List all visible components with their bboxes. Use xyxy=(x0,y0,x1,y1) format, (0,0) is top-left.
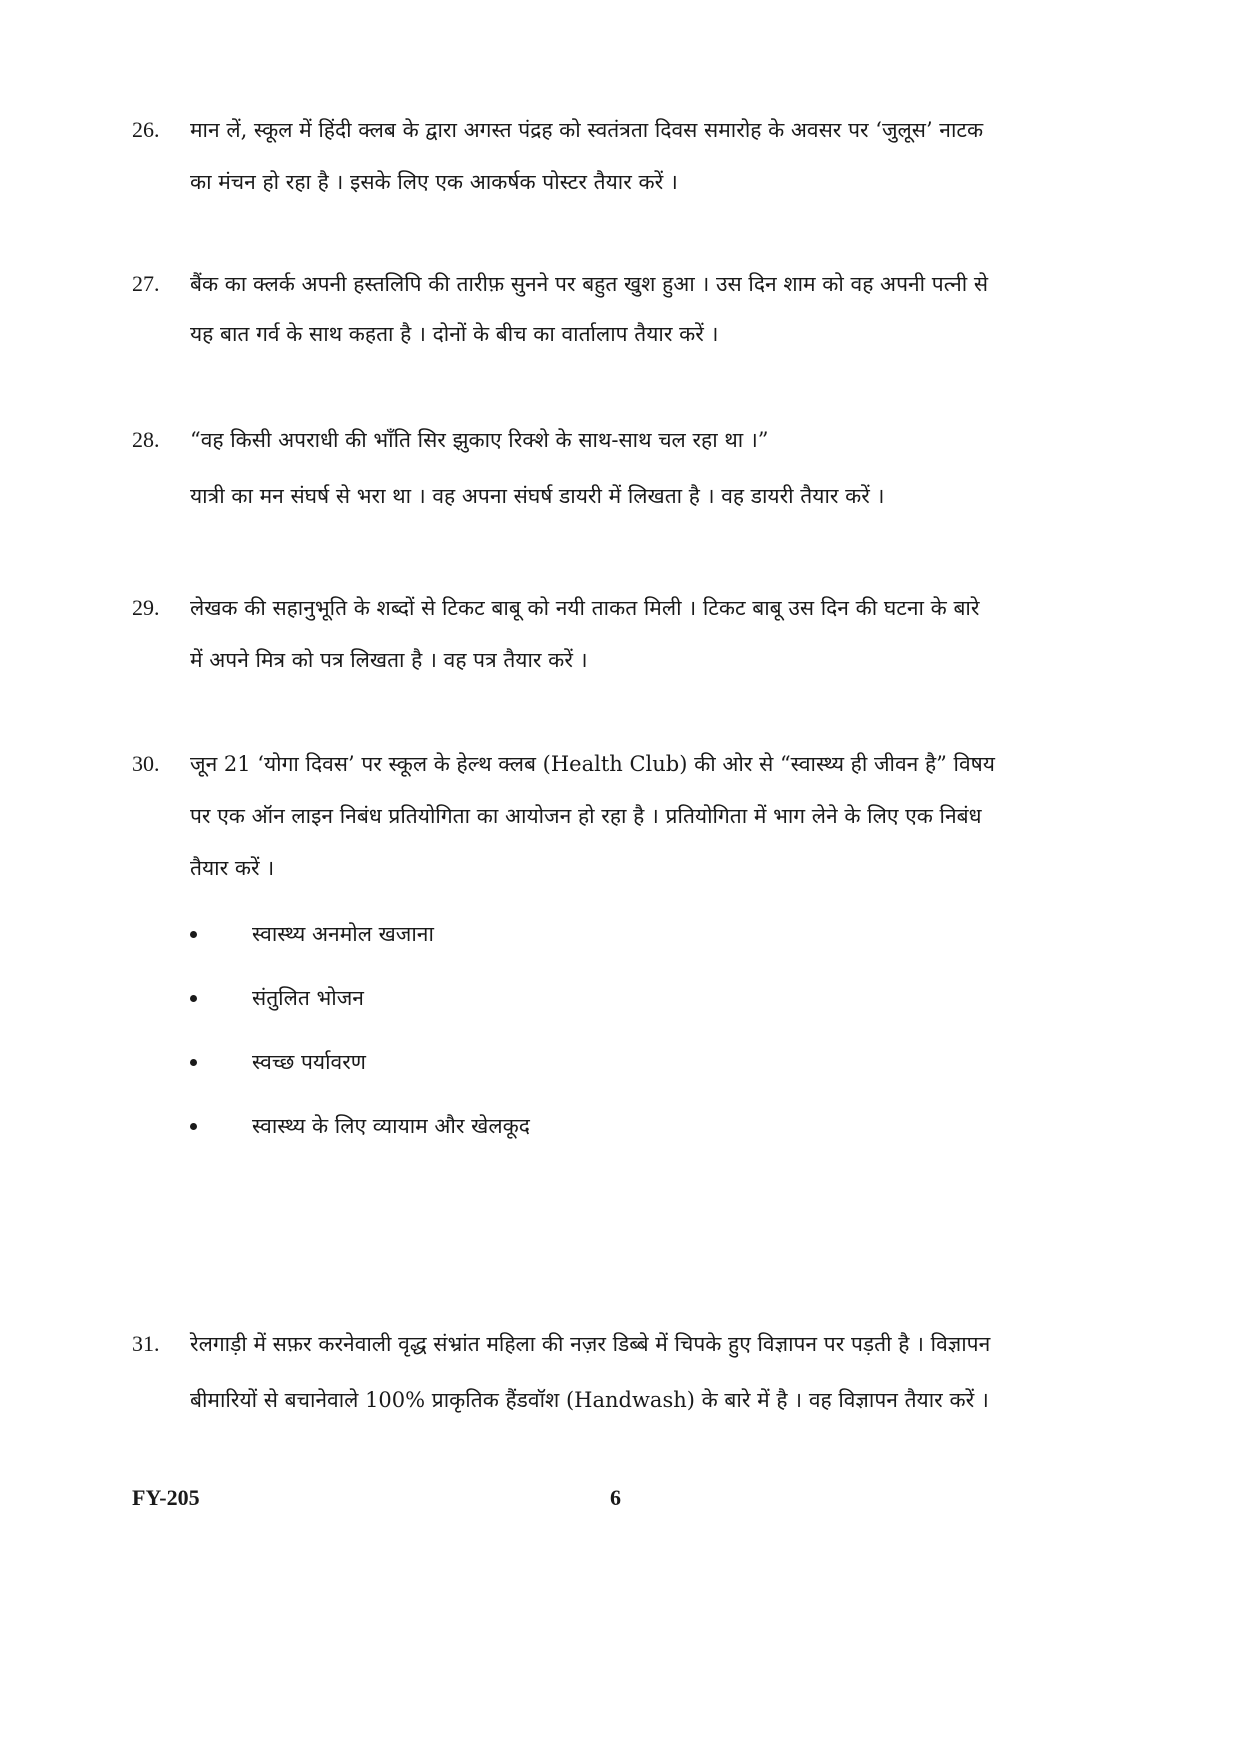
bullet-point xyxy=(190,1108,890,1144)
question-text-line: रेलगाड़ी में सफ़र करनेवाली वृद्ध संभ्रांत महिला की नज़र डिब्बे में चिपके हुए विज्ञापन पर पड़ती है । विज्ञापन xyxy=(190,1332,991,1356)
bullet-dot-icon xyxy=(190,931,197,938)
question-text-line: बैंक का क्लर्क अपनी हस्तलिपि की तारीफ़ सुनने पर बहुत खुश हुआ । उस दिन शाम को वह अपनी पत्नी से xyxy=(190,272,989,296)
question-number: 28. xyxy=(132,427,160,452)
bullet-dot-icon xyxy=(190,995,197,1002)
bullet-text: संतुलित भोजन xyxy=(252,986,364,1010)
bullet-dot-icon xyxy=(190,1059,197,1066)
question-text-line: का मंचन हो रहा है । इसके लिए एक आकर्षक पोस्टर तैयार करें । xyxy=(190,170,678,194)
question-number: 27. xyxy=(132,271,160,296)
paper-code: FY-205 xyxy=(132,1485,200,1510)
question-number: 26. xyxy=(132,117,160,142)
question-text-line: मान लें, स्कूल में हिंदी क्लब के द्वारा अगस्त पंद्रह को स्वतंत्रता दिवस समारोह के अवसर पर ‘जुलूस’ नाटक xyxy=(190,118,984,142)
question-number: 31. xyxy=(132,1331,160,1356)
page-number: 6 xyxy=(610,1485,621,1510)
bullet-text: स्वास्थ्य अनमोल खजाना xyxy=(252,922,434,946)
bullet-text: स्वच्छ पर्यावरण xyxy=(252,1050,366,1074)
question-text-line: पर एक ऑन लाइन निबंध प्रतियोगिता का आयोजन हो रहा है । प्रतियोगिता में भाग लेने के लिए एक निबंध xyxy=(190,804,982,828)
question-text-line: यह बात गर्व के साथ कहता है । दोनों के बीच का वार्तालाप तैयार करें । xyxy=(190,322,719,346)
question-quote-line: “वह किसी अपराधी की भाँति सिर झुकाए रिक्शे के साथ-साथ चल रहा था ।” xyxy=(190,428,769,452)
question-text-line: तैयार करें । xyxy=(190,856,275,880)
bullet-dot-icon xyxy=(190,1123,197,1130)
bullet-text: स्वास्थ्य के लिए व्यायाम और खेलकूद xyxy=(252,1114,530,1138)
bullet-point xyxy=(190,980,890,1016)
question-text-line: लेखक की सहानुभूति के शब्दों से टिकट बाबू को नयी ताकत मिली । टिकट बाबू उस दिन की घटना के बारे xyxy=(190,596,980,620)
question-text-line: में अपने मित्र को पत्र लिखता है । वह पत्र तैयार करें । xyxy=(190,648,588,672)
bullet-point xyxy=(190,1044,890,1080)
question-number: 30. xyxy=(132,751,160,776)
question-number: 29. xyxy=(132,595,160,620)
question-text-line: जून 21 ‘योगा दिवस’ पर स्कूल के हेल्थ क्लब (Health Club) की ओर से “स्वास्थ्य ही जीवन है” विषय xyxy=(190,752,995,776)
bullet-point xyxy=(190,916,890,952)
question-text-line: यात्री का मन संघर्ष से भरा था । वह अपना संघर्ष डायरी में लिखता है । वह डायरी तैयार करें । xyxy=(190,484,885,508)
question-text-line: बीमारियों से बचानेवाले 100% प्राकृतिक हैंडवॉश (Handwash) के बारे में है । वह विज्ञापन तैयार करें । xyxy=(190,1388,989,1412)
